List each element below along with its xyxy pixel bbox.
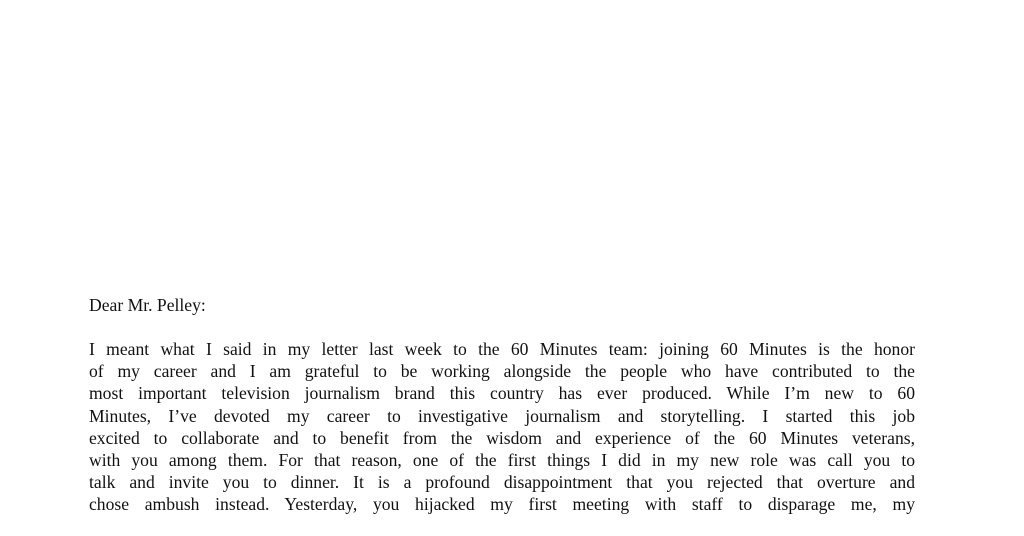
- paragraph-line: talk and invite you to dinner. It is a profound disappointment that you rejected that overture and: [89, 472, 915, 493]
- salutation: Dear Mr. Pelley:: [89, 295, 206, 315]
- letter-paragraph: [89, 338, 915, 516]
- paragraph-line: with you among them. For that reason, one of the first things I did in my new role was call you to: [89, 449, 915, 470]
- paragraph-line: most important television journalism brand this country has ever produced. While I’m new to 60: [89, 383, 915, 404]
- paragraph-spacer: [89, 316, 915, 338]
- paragraph-line: of my career and I am grateful to be working alongside the people who have contributed to the: [89, 361, 915, 382]
- paragraph-line: Minutes, I’ve devoted my career to investigative journalism and storytelling. I started this job: [89, 405, 915, 426]
- paragraph-line: I meant what I said in my letter last week to the 60 Minutes team: joining 60 Minutes is the honor: [89, 339, 915, 359]
- paragraph-line: excited to collaborate and to benefit from the wisdom and experience of the 60 Minutes veterans,: [89, 427, 915, 448]
- paragraph-line: chose ambush instead. Yesterday, you hijacked my first meeting with staff to disparage me, my: [89, 494, 915, 515]
- letter-body: [89, 294, 915, 516]
